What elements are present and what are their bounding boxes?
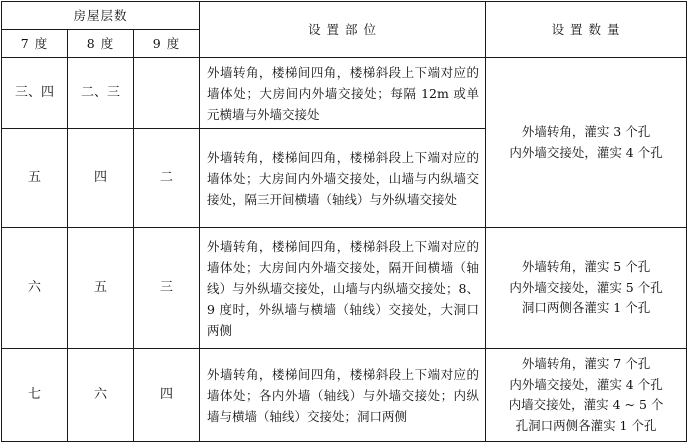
header-intensity-7: 7 度 xyxy=(2,30,68,58)
floors-cell-8: 六 xyxy=(68,349,134,442)
table-row xyxy=(2,228,687,349)
quantity-line: 外墙转角，灌实 3 个孔 xyxy=(521,124,651,139)
positions-cell: 外墙转角，楼梯间四角，楼梯斜段上下端对应的墙体处；各内外墙（轴线）与外墙交接处；内纵墙与横墙（轴线）交接处；洞口两侧 xyxy=(200,349,486,442)
header-positions: 设 置 部 位 xyxy=(200,2,486,58)
header-row-1 xyxy=(2,2,687,30)
positions-cell: 外墙转角，楼梯间四角，楼梯斜段上下端对应的墙体处；大房间内外墙交接处；每隔 12m 或单元横墙与外墙交接处 xyxy=(200,58,486,129)
floors-cell-7: 三、四 xyxy=(2,58,68,129)
quantity-cell xyxy=(486,228,687,349)
floors-cell-9 xyxy=(134,58,200,129)
quantity-cell xyxy=(486,58,687,228)
floors-cell-9: 三 xyxy=(134,228,200,349)
quantity-line: 外墙转角，灌实 5 个孔 xyxy=(521,259,651,275)
quantity-line: 孔洞口两侧各灌实 1 个孔 xyxy=(515,417,657,433)
floors-cell-7: 五 xyxy=(2,129,68,228)
floors-cell-7: 七 xyxy=(2,349,68,442)
floors-cell-9: 二 xyxy=(134,129,200,228)
floors-cell-7: 六 xyxy=(2,228,68,349)
table-row xyxy=(2,349,687,442)
positions-cell: 外墙转角，楼梯间四角，楼梯斜段上下端对应的墙体处；大房间内外墙交接处，隔开间横墙（轴线）与外纵墙交接处，山墙与内纵墙交接处；8、9 度时，外纵墙与横墙（轴线）交接处，大洞口两侧 xyxy=(200,228,486,349)
quantity-line: 外墙转角，灌实 7 个孔 xyxy=(521,356,651,371)
quantity-line: 内墙交接处，灌实 4 ~ 5 个 xyxy=(508,397,664,412)
floors-cell-9: 四 xyxy=(134,349,200,442)
floors-cell-8: 二、三 xyxy=(68,58,134,129)
table xyxy=(1,1,687,442)
header-floors-group: 房屋层数 xyxy=(2,2,200,30)
quantity-line: 洞口两侧各灌实 1 个孔 xyxy=(521,300,651,316)
quantity-line: 内外墙交接处，灌实 4 个孔 xyxy=(509,144,663,160)
table-row xyxy=(2,58,687,129)
quantity-line: 内外墙交接处，灌实 4 个孔 xyxy=(509,376,663,392)
floors-cell-8: 四 xyxy=(68,129,134,228)
header-intensity-8: 8 度 xyxy=(68,30,134,58)
header-quantity: 设 置 数 量 xyxy=(486,2,687,58)
quantity-line: 内外墙交接处，灌实 5 个孔 xyxy=(509,279,663,295)
floors-cell-8: 五 xyxy=(68,228,134,349)
header-intensity-9: 9 度 xyxy=(134,30,200,58)
positions-cell: 外墙转角，楼梯间四角，楼梯斜段上下端对应的墙体处；大房间内外墙交接处，山墙与内纵墙交接处，隔三开间横墙（轴线）与外纵墙交接处 xyxy=(200,129,486,228)
quantity-cell xyxy=(486,349,687,442)
masonry-core-column-table xyxy=(1,1,687,442)
